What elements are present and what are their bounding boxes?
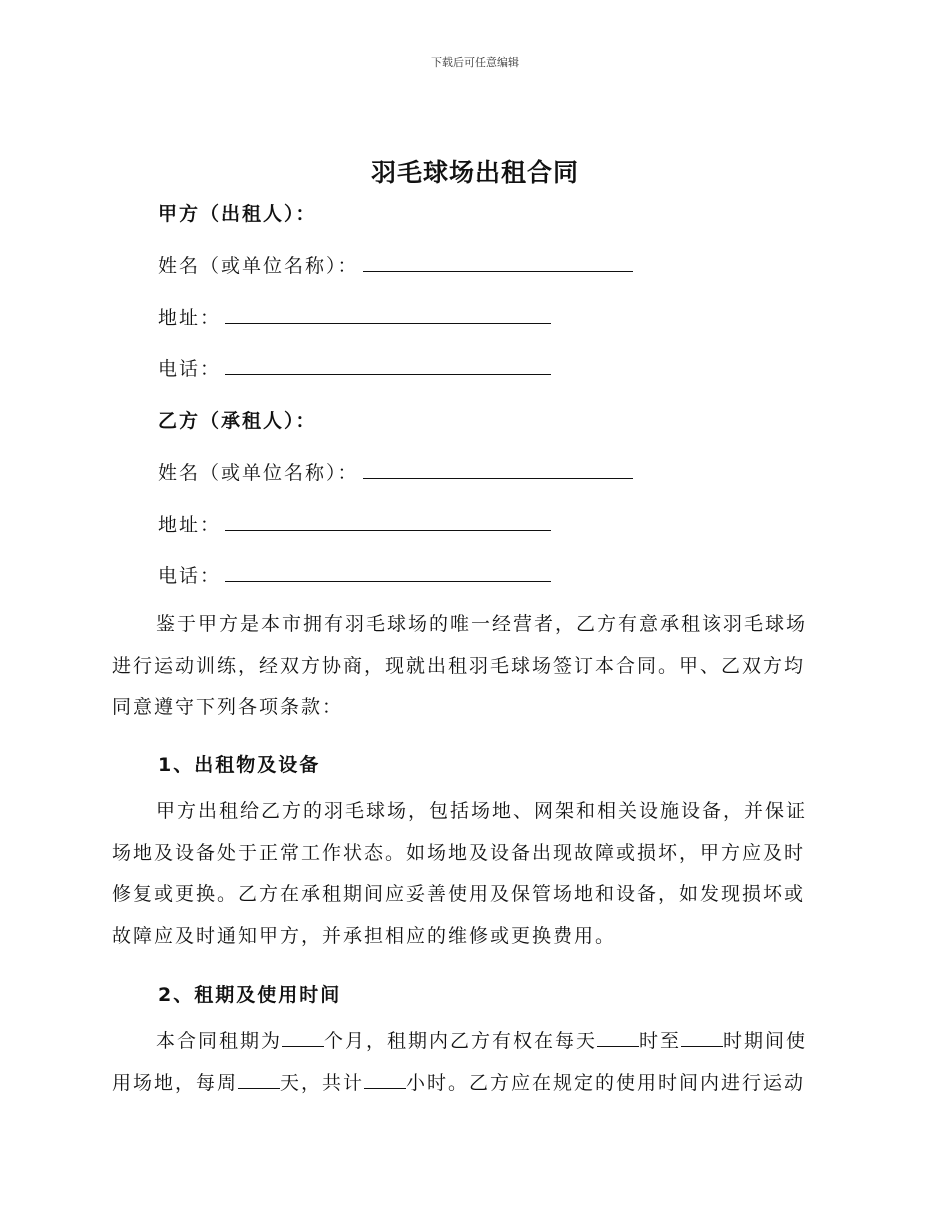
months-blank[interactable] xyxy=(282,1028,324,1047)
section-2-text: 时至 xyxy=(639,1030,682,1052)
header-note: 下载后可任意编辑 xyxy=(431,56,519,69)
section-2-text: 时期间使 xyxy=(723,1030,808,1052)
party-a-phone-label: 电话： xyxy=(158,358,222,380)
intro-line: 鉴于甲方是本市拥有羽毛球场的唯一经营者，乙方有意承租该羽毛球场 xyxy=(156,613,808,635)
total-hours-blank[interactable] xyxy=(364,1070,406,1089)
party-a-address-blank[interactable] xyxy=(225,305,551,324)
section-2-text: 用场地，每周 xyxy=(112,1071,239,1094)
contract-title: 羽毛球场出租合同 xyxy=(370,158,579,187)
section-1-line: 甲方出租给乙方的羽毛球场，包括场地、网架和相关设施设备，并保证 xyxy=(156,800,808,822)
party-b-address-label: 地址： xyxy=(158,514,222,536)
section-2-text: 本合同租期为 xyxy=(156,1030,283,1052)
party-a-name-blank[interactable] xyxy=(363,253,633,272)
end-hour-blank[interactable] xyxy=(681,1028,723,1047)
days-per-week-blank[interactable] xyxy=(238,1070,280,1089)
party-a-phone-blank[interactable] xyxy=(225,356,551,375)
party-b-address-row xyxy=(158,510,551,537)
party-a-heading: 甲方（出租人）： xyxy=(158,203,317,225)
party-a-address-row xyxy=(158,303,551,330)
party-b-name-row xyxy=(158,458,633,485)
section-1-heading: 1、出租物及设备 xyxy=(158,754,321,776)
party-b-address-blank[interactable] xyxy=(225,512,551,531)
party-a-phone-row xyxy=(158,354,551,381)
section-1-line: 修复或更换。乙方在承租期间应妥善使用及保管场地和设备，如发现损坏或 xyxy=(112,883,806,905)
intro-line: 进行运动训练，经双方协商，现就出租羽毛球场签订本合同。甲、乙双方均 xyxy=(112,654,806,677)
section-2-line xyxy=(112,1021,828,1063)
party-b-phone-blank[interactable] xyxy=(225,563,551,582)
party-b-phone-row xyxy=(158,561,551,588)
party-a-name-row xyxy=(158,251,633,278)
section-2-heading: 2、租期及使用时间 xyxy=(158,984,342,1006)
section-2-paragraph xyxy=(112,1021,828,1104)
party-b-phone-label: 电话： xyxy=(158,565,222,587)
intro-line: 同意遵守下列各项条款： xyxy=(112,696,344,718)
section-1-paragraph xyxy=(112,791,828,957)
section-2-text: 小时。乙方应在规定的使用时间内进行运动 xyxy=(406,1071,806,1094)
section-2-line xyxy=(112,1063,828,1105)
section-2-text: 个月，租期内乙方有权在每天 xyxy=(324,1030,598,1052)
section-2-text: 天，共计 xyxy=(280,1071,365,1094)
party-b-name-blank[interactable] xyxy=(363,460,633,479)
intro-paragraph xyxy=(112,604,828,729)
party-a-address-label: 地址： xyxy=(158,307,222,329)
party-b-heading: 乙方（承租人）： xyxy=(158,410,317,432)
start-hour-blank[interactable] xyxy=(597,1028,639,1047)
section-1-line: 故障应及时通知甲方，并承担相应的维修或更换费用。 xyxy=(112,924,617,947)
party-a-name-label: 姓名（或单位名称）： xyxy=(158,255,359,277)
party-b-name-label: 姓名（或单位名称）： xyxy=(158,462,359,484)
section-1-line: 场地及设备处于正常工作状态。如场地及设备出现故障或损坏，甲方应及时 xyxy=(112,841,806,864)
